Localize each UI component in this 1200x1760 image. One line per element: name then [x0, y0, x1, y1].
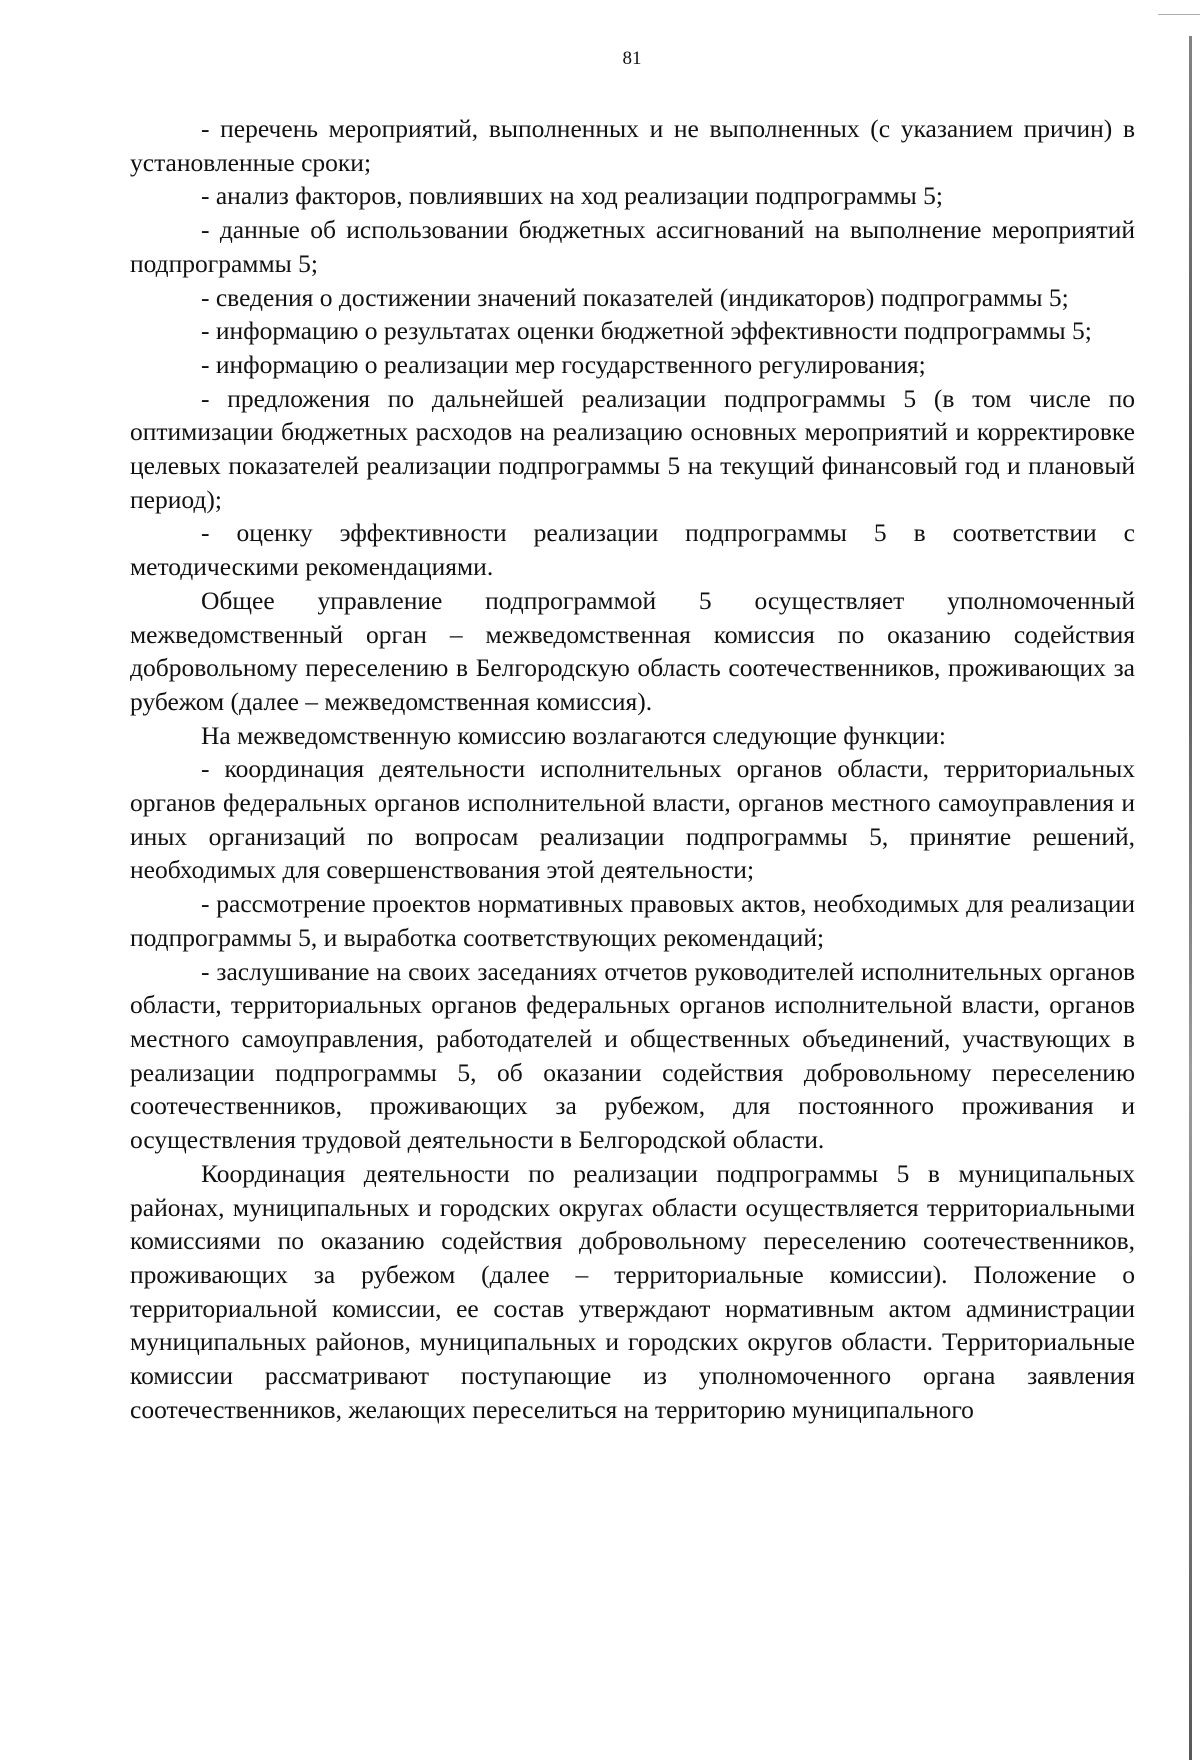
paragraph-list-item: - анализ факторов, повлиявших на ход реализации подпрограммы 5; — [201, 181, 943, 211]
paragraph-list-item: - перечень мероприятий, выполненных и не выполненных (с указанием причин) в установленные сроки; — [130, 114, 1135, 177]
paragraph-list-item: - оценку эффективности реализации подпрограммы 5 в соответствии с методическими рекомендациями. — [130, 518, 1135, 582]
paragraph-list-item: - предложения по дальнейшей реализации подпрограммы 5 (в том числе по оптимизации бюджетных расходов на реализацию основных мероприятий и корректировке целевых показателей реализации подпрограммы 5 на текущий финансовый год и плановый период); — [130, 383, 1135, 514]
scan-border-right — [1189, 36, 1192, 1760]
page-number: 81 — [622, 48, 642, 69]
paragraph-list-item: - рассмотрение проектов нормативных правовых актов, необходимых для реализации подпрограммы 5, и выработка соответствующих рекомендаций; — [130, 889, 1135, 952]
scan-border-top — [1158, 0, 1200, 15]
paragraph-list-item: - информацию о результатах оценки бюджетной эффективности подпрограммы 5; — [201, 316, 1092, 346]
paragraph-list-item: - информацию о реализации мер государственного регулирования; — [201, 349, 926, 379]
paragraph-list-item: - заслушивание на своих заседаниях отчетов руководителей исполнительных органов области, территориальных органов федеральных органов исполнительной власти, органов местного самоуправления, работодателей и общественных объединений, участвующих в реализации подпрограммы 5, об оказании содействия добровольному переселению соотечественников, проживающих за рубежом, для постоянного проживания и осуществления трудовой деятельности в Белгородской области. — [130, 956, 1135, 1155]
paragraph-list-item: - сведения о достижении значений показателей (индикаторов) подпрограммы 5; — [201, 282, 1069, 312]
paragraph-list-item: - координация деятельности исполнительных органов области, территориальных органов федеральных органов исполнительной власти, органов местного самоуправления и иных организаций по вопросам реализации подпрограммы 5, принятие решений, необходимых для совершенствования этой деятельности; — [130, 754, 1135, 885]
paragraph: Координация деятельности по реализации подпрограммы 5 в муниципальных районах, муниципальных и городских округах области осуществляется территориальными комиссиями по оказанию содействия добровольному переселению соотечественников, проживающих за рубежом (далее – территориальные комиссии). Положение о территориальной комиссии, ее состав утверждают нормативным актом администрации муниципальных районов, муниципальных и городских округов области. Территориальные комиссии рассматривают поступающие из уполномоченного органа заявления соотечественников, желающих переселиться на территорию муниципального — [130, 1158, 1135, 1424]
paragraph: Общее управление подпрограммой 5 осуществляет уполномоченный межведомственный орган – межведомственная комиссия по оказанию содействия добровольному переселению в Белгородскую область соотечественников, проживающих за рубежом (далее – межведомственная комиссия). — [130, 585, 1135, 716]
paragraph-list-item: - данные об использовании бюджетных ассигнований на выполнение мероприятий подпрограммы 5; — [130, 215, 1135, 278]
paragraph: На межведомственную комиссию возлагаются следующие функции: — [201, 720, 946, 750]
document-body — [130, 112, 1135, 1426]
